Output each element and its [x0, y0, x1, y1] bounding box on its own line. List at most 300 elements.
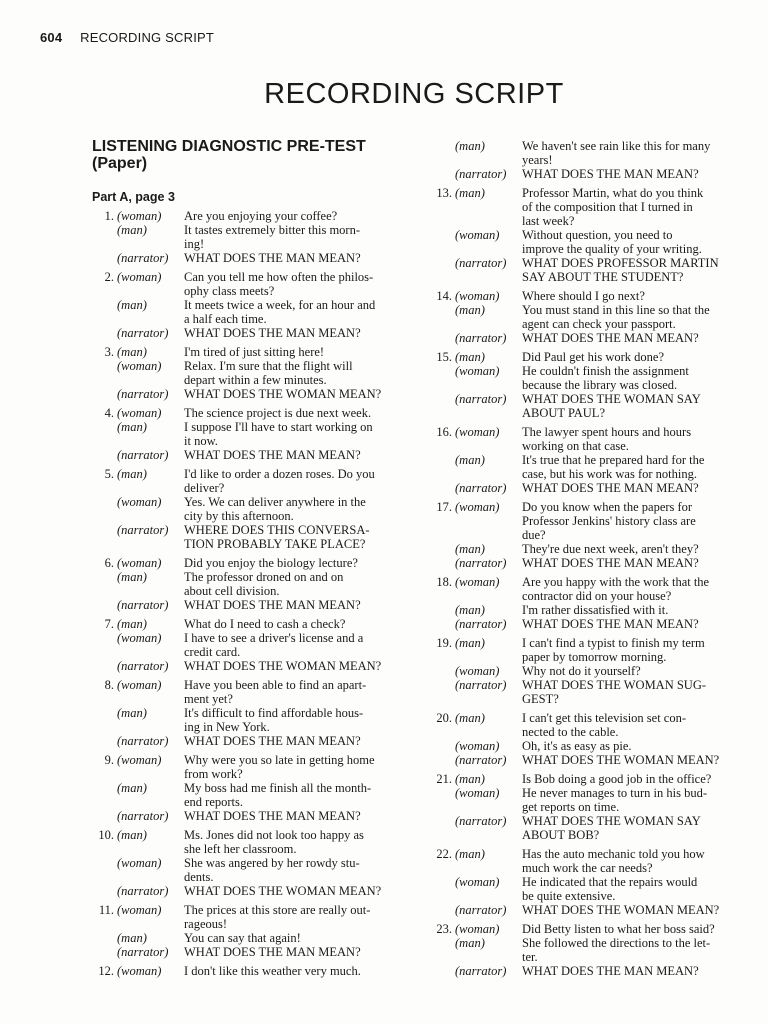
utterance-text: ter. — [522, 950, 538, 964]
script-line — [430, 228, 732, 242]
item-number — [92, 570, 117, 584]
script-item — [430, 289, 732, 345]
script-line — [430, 317, 732, 331]
script-line — [430, 589, 732, 603]
item-number — [430, 725, 455, 739]
utterance-text: I have to see a driver's license and a — [184, 631, 364, 645]
script-line — [430, 270, 732, 284]
utterance-text: Has the auto mechanic told you how — [522, 847, 705, 861]
utterance-text: ment yet? — [184, 692, 233, 706]
speaker-label: (man) — [455, 453, 485, 467]
item-number: 9. — [104, 753, 114, 767]
item-number — [92, 856, 117, 870]
speaker-label — [117, 237, 184, 251]
utterance-text: ing in New York. — [184, 720, 270, 734]
item-number — [92, 434, 117, 448]
utterance-text: last week? — [522, 214, 575, 228]
script-line — [92, 659, 402, 673]
speaker-label — [117, 434, 184, 448]
script-line — [430, 542, 732, 556]
script-line — [92, 617, 402, 631]
item-number — [92, 537, 117, 551]
speaker-label — [117, 842, 184, 856]
script-line — [92, 917, 402, 931]
script-line — [430, 603, 732, 617]
speaker-label: (man) — [455, 711, 485, 725]
speaker-label: (woman) — [455, 500, 500, 514]
script-line — [430, 364, 732, 378]
script-line — [92, 223, 402, 237]
speaker-label — [455, 242, 522, 256]
script-line — [430, 153, 732, 167]
script-line — [430, 889, 732, 903]
speaker-label — [455, 514, 522, 528]
script-item — [92, 828, 402, 898]
item-number — [430, 786, 455, 800]
item-number — [92, 720, 117, 734]
script-item — [430, 500, 732, 570]
utterance-text: paper by tomorrow morning. — [522, 650, 667, 664]
script-line — [92, 298, 402, 312]
utterance-text: WHAT DOES THE WOMAN SUG- — [522, 678, 707, 692]
utterance-text: The prices at this store are really out- — [184, 903, 371, 917]
speaker-label: (woman) — [455, 875, 500, 889]
utterance-text: she left her classroom. — [184, 842, 297, 856]
utterance-text: It tastes extremely bitter this morn- — [184, 223, 360, 237]
item-number — [430, 753, 455, 767]
speaker-label: (woman) — [455, 425, 500, 439]
speaker-label: (woman) — [117, 359, 162, 373]
item-number: 18. — [436, 575, 452, 589]
script-line — [92, 326, 402, 340]
speaker-label — [117, 312, 184, 326]
script-line — [92, 734, 402, 748]
script-line — [92, 767, 402, 781]
utterance-text: WHERE DOES THIS CONVERSA- — [184, 523, 370, 537]
item-number — [92, 945, 117, 959]
speaker-label: (woman) — [117, 556, 162, 570]
speaker-label: (woman) — [117, 209, 162, 223]
script-line — [92, 795, 402, 809]
item-number — [430, 542, 455, 556]
utterance-text: WHAT DOES THE WOMAN MEAN? — [522, 753, 720, 767]
utterance-text: WHAT DOES THE MAN MEAN? — [522, 964, 699, 978]
script-line — [430, 847, 732, 861]
speaker-label: (woman) — [455, 922, 500, 936]
utterance-text: get reports on time. — [522, 800, 620, 814]
script-line — [430, 528, 732, 542]
item-number — [92, 509, 117, 523]
utterance-text: credit card. — [184, 645, 241, 659]
speaker-label: (woman) — [117, 406, 162, 420]
utterance-text: The science project is due next week. — [184, 406, 372, 420]
item-number — [92, 298, 117, 312]
utterance-text: You must stand in this line so that the — [522, 303, 710, 317]
script-line — [430, 964, 732, 978]
item-number — [430, 589, 455, 603]
speaker-label — [455, 214, 522, 228]
utterance-text: WHAT DOES THE MAN MEAN? — [184, 809, 361, 823]
script-item — [430, 575, 732, 631]
item-number — [430, 167, 455, 181]
script-line — [430, 406, 732, 420]
script-item — [430, 350, 732, 420]
utterance-text: from work? — [184, 767, 243, 781]
script-item — [92, 753, 402, 823]
script-line — [430, 753, 732, 767]
script-line — [430, 350, 732, 364]
item-number — [430, 439, 455, 453]
script-line — [430, 500, 732, 514]
utterance-text: She followed the directions to the let- — [522, 936, 711, 950]
speaker-label: (narrator) — [455, 903, 507, 917]
script-line — [92, 692, 402, 706]
utterance-text: because the library was closed. — [522, 378, 678, 392]
speaker-label: (woman) — [117, 753, 162, 767]
script-line — [92, 842, 402, 856]
item-number: 23. — [436, 922, 452, 936]
utterance-text: Did Betty listen to what her boss said? — [522, 922, 715, 936]
speaker-label: (narrator) — [455, 331, 507, 345]
speaker-label — [455, 828, 522, 842]
utterance-text: WHAT DOES THE WOMAN SAY — [522, 814, 701, 828]
item-number — [430, 270, 455, 284]
item-number: 21. — [436, 772, 452, 786]
item-number — [430, 317, 455, 331]
speaker-label: (narrator) — [455, 556, 507, 570]
right-items — [430, 139, 732, 978]
item-number — [92, 237, 117, 251]
speaker-label: (woman) — [455, 575, 500, 589]
utterance-text: of the composition that I turned in — [522, 200, 693, 214]
item-number — [92, 631, 117, 645]
item-number: 20. — [436, 711, 452, 725]
utterance-text: Is Bob doing a good job in the office? — [522, 772, 712, 786]
item-number — [92, 884, 117, 898]
speaker-label — [117, 795, 184, 809]
utterance-text: It meets twice a week, for an hour and — [184, 298, 376, 312]
speaker-label: (man) — [455, 350, 485, 364]
utterance-text: They're due next week, aren't they? — [522, 542, 699, 556]
utterance-text: WHAT DOES PROFESSOR MARTIN — [522, 256, 719, 270]
utterance-text: WHAT DOES THE MAN MEAN? — [522, 167, 699, 181]
script-item — [92, 406, 402, 462]
speaker-label: (woman) — [455, 289, 500, 303]
script-line — [92, 406, 402, 420]
speaker-label — [455, 589, 522, 603]
speaker-label — [117, 917, 184, 931]
item-number — [92, 420, 117, 434]
script-line — [92, 631, 402, 645]
item-number — [92, 842, 117, 856]
item-number: 17. — [436, 500, 452, 514]
item-number: 16. — [436, 425, 452, 439]
utterance-text: ABOUT BOB? — [522, 828, 600, 842]
script-line — [430, 725, 732, 739]
script-item — [430, 847, 732, 917]
script-line — [92, 209, 402, 223]
item-number — [430, 514, 455, 528]
script-line — [430, 875, 732, 889]
speaker-label: (man) — [117, 828, 147, 842]
utterance-text: city by this afternoon. — [184, 509, 294, 523]
utterance-text: WHAT DOES THE MAN MEAN? — [522, 617, 699, 631]
item-number — [92, 481, 117, 495]
script-line — [92, 706, 402, 720]
speaker-label: (man) — [455, 186, 485, 200]
item-number — [430, 650, 455, 664]
script-line — [430, 378, 732, 392]
page-title: RECORDING SCRIPT — [264, 78, 564, 110]
item-number — [430, 678, 455, 692]
script-line — [92, 870, 402, 884]
script-line — [92, 537, 402, 551]
speaker-label: (man) — [117, 931, 147, 945]
script-item — [92, 903, 402, 959]
running-title: RECORDING SCRIPT — [80, 30, 215, 45]
script-line — [430, 786, 732, 800]
utterance-text: Ms. Jones did not look too happy as — [184, 828, 364, 842]
script-line — [430, 950, 732, 964]
script-line — [92, 495, 402, 509]
speaker-label: (man) — [117, 570, 147, 584]
utterance-text: WHAT DOES THE MAN MEAN? — [184, 326, 361, 340]
utterance-text: WHAT DOES THE MAN MEAN? — [184, 945, 361, 959]
speaker-label: (narrator) — [117, 659, 169, 673]
speaker-label: (man) — [455, 542, 485, 556]
utterance-text: GEST? — [522, 692, 559, 706]
item-number — [92, 223, 117, 237]
item-number — [430, 256, 455, 270]
utterance-text: Did Paul get his work done? — [522, 350, 664, 364]
utterance-text: WHAT DOES THE WOMAN MEAN? — [184, 884, 382, 898]
script-line — [92, 448, 402, 462]
speaker-label — [117, 645, 184, 659]
utterance-text: It's true that he prepared hard for the — [522, 453, 705, 467]
utterance-text: My boss had me finish all the month- — [184, 781, 372, 795]
item-number: 15. — [436, 350, 452, 364]
item-number — [430, 889, 455, 903]
script-item — [92, 209, 402, 265]
item-number — [430, 228, 455, 242]
script-line — [92, 570, 402, 584]
utterance-text: Can you tell me how often the philos- — [184, 270, 374, 284]
running-head — [40, 30, 214, 45]
script-item — [430, 636, 732, 706]
item-number — [430, 950, 455, 964]
script-line — [430, 331, 732, 345]
speaker-label: (narrator) — [455, 617, 507, 631]
utterance-text: Professor Jenkins' history class are — [522, 514, 696, 528]
speaker-label — [455, 725, 522, 739]
speaker-label — [455, 378, 522, 392]
speaker-label — [455, 889, 522, 903]
utterance-text: Are you enjoying your coffee? — [184, 209, 338, 223]
script-item — [92, 678, 402, 748]
item-number: 3. — [104, 345, 114, 359]
utterance-text: It's difficult to find affordable hous- — [184, 706, 364, 720]
utterance-text: WHAT DOES THE MAN MEAN? — [522, 556, 699, 570]
script-item — [92, 345, 402, 401]
script-line — [92, 373, 402, 387]
script-item — [430, 139, 732, 181]
speaker-label — [455, 439, 522, 453]
script-line — [430, 242, 732, 256]
script-item — [430, 772, 732, 842]
utterance-text: I'd like to order a dozen roses. Do you — [184, 467, 375, 481]
speaker-label: (woman) — [455, 228, 500, 242]
script-line — [430, 636, 732, 650]
speaker-label: (man) — [117, 345, 147, 359]
script-line — [92, 903, 402, 917]
item-number: 10. — [98, 828, 114, 842]
item-number — [430, 903, 455, 917]
speaker-label: (man) — [455, 936, 485, 950]
speaker-label: (man) — [455, 847, 485, 861]
speaker-label — [117, 870, 184, 884]
item-number: 12. — [98, 964, 114, 978]
speaker-label: (woman) — [117, 903, 162, 917]
utterance-text: He never manages to turn in his bud- — [522, 786, 708, 800]
item-number: 2. — [104, 270, 114, 284]
utterance-text: be quite extensive. — [522, 889, 616, 903]
item-number: 22. — [436, 847, 452, 861]
script-line — [92, 828, 402, 842]
speaker-label — [455, 950, 522, 964]
script-line — [92, 884, 402, 898]
item-number — [92, 359, 117, 373]
utterance-text: I'm tired of just sitting here! — [184, 345, 325, 359]
script-line — [92, 237, 402, 251]
script-line — [430, 514, 732, 528]
speaker-label: (narrator) — [455, 392, 507, 406]
speaker-label — [455, 270, 522, 284]
speaker-label — [117, 537, 184, 551]
item-number — [430, 556, 455, 570]
script-line — [92, 809, 402, 823]
speaker-label: (narrator) — [117, 326, 169, 340]
script-line — [92, 359, 402, 373]
left-items — [92, 209, 402, 978]
speaker-label: (narrator) — [117, 523, 169, 537]
speaker-label: (man) — [455, 139, 485, 153]
speaker-label: (man) — [117, 467, 147, 481]
speaker-label: (narrator) — [117, 387, 169, 401]
utterance-text: Why were you so late in getting home — [184, 753, 375, 767]
script-item — [430, 186, 732, 284]
utterance-text: nected to the cable. — [522, 725, 619, 739]
speaker-label: (woman) — [455, 664, 500, 678]
speaker-label: (narrator) — [117, 251, 169, 265]
script-line — [92, 312, 402, 326]
script-line — [430, 664, 732, 678]
utterance-text: WHAT DOES THE MAN MEAN? — [522, 331, 699, 345]
item-number — [430, 964, 455, 978]
script-line — [430, 139, 732, 153]
script-line — [92, 720, 402, 734]
script-line — [430, 256, 732, 270]
script-line — [430, 453, 732, 467]
speaker-label — [455, 650, 522, 664]
item-number — [92, 645, 117, 659]
item-number — [92, 781, 117, 795]
item-number — [92, 584, 117, 598]
script-line — [430, 167, 732, 181]
script-line — [430, 903, 732, 917]
utterance-text: case, but his work was for nothing. — [522, 467, 697, 481]
utterance-text: I can't find a typist to finish my term — [522, 636, 705, 650]
utterance-text: a half each time. — [184, 312, 267, 326]
left-column — [92, 138, 402, 983]
script-item — [92, 270, 402, 340]
utterance-text: She was angered by her rowdy stu- — [184, 856, 360, 870]
script-line — [92, 467, 402, 481]
item-number: 7. — [104, 617, 114, 631]
speaker-label — [455, 200, 522, 214]
speaker-label — [455, 467, 522, 481]
script-line — [430, 828, 732, 842]
utterance-text: about cell division. — [184, 584, 280, 598]
script-line — [430, 425, 732, 439]
item-number — [92, 931, 117, 945]
speaker-label: (man) — [117, 781, 147, 795]
utterance-text: He indicated that the repairs would — [522, 875, 698, 889]
script-line — [92, 523, 402, 537]
utterance-text: Yes. We can deliver anywhere in the — [184, 495, 366, 509]
speaker-label: (narrator) — [117, 448, 169, 462]
utterance-text: WHAT DOES THE WOMAN MEAN? — [184, 659, 382, 673]
script-item — [92, 556, 402, 612]
utterance-text: WHAT DOES THE MAN MEAN? — [184, 598, 361, 612]
item-number — [430, 153, 455, 167]
speaker-label: (man) — [455, 772, 485, 786]
speaker-label: (woman) — [455, 739, 500, 753]
speaker-label: (woman) — [117, 964, 162, 978]
item-number — [92, 312, 117, 326]
item-number: 13. — [436, 186, 452, 200]
speaker-label: (man) — [455, 303, 485, 317]
script-line — [430, 617, 732, 631]
speaker-label: (man) — [455, 636, 485, 650]
item-number — [430, 200, 455, 214]
utterance-text: We haven't see rain like this for many — [522, 139, 711, 153]
utterance-text: The lawyer spent hours and hours — [522, 425, 692, 439]
item-number — [430, 664, 455, 678]
item-number — [430, 364, 455, 378]
item-number: 8. — [104, 678, 114, 692]
speaker-label: (woman) — [117, 495, 162, 509]
item-number — [430, 814, 455, 828]
utterance-text: I'm rather dissatisfied with it. — [522, 603, 669, 617]
page-number: 604 — [40, 30, 63, 45]
script-line — [430, 711, 732, 725]
item-number — [430, 303, 455, 317]
item-number — [92, 917, 117, 931]
utterance-text: WHAT DOES THE MAN MEAN? — [184, 734, 361, 748]
speaker-label: (narrator) — [455, 481, 507, 495]
script-line — [430, 650, 732, 664]
part-heading: Part A, page 3 — [92, 190, 175, 204]
utterance-text: Where should I go next? — [522, 289, 645, 303]
script-line — [92, 270, 402, 284]
utterance-text: Have you been able to find an apart- — [184, 678, 367, 692]
item-number — [430, 139, 455, 153]
utterance-text: contractor did on your house? — [522, 589, 672, 603]
item-number — [430, 861, 455, 875]
utterance-text: You can say that again! — [184, 931, 301, 945]
script-line — [430, 814, 732, 828]
utterance-text: ing! — [184, 237, 205, 251]
